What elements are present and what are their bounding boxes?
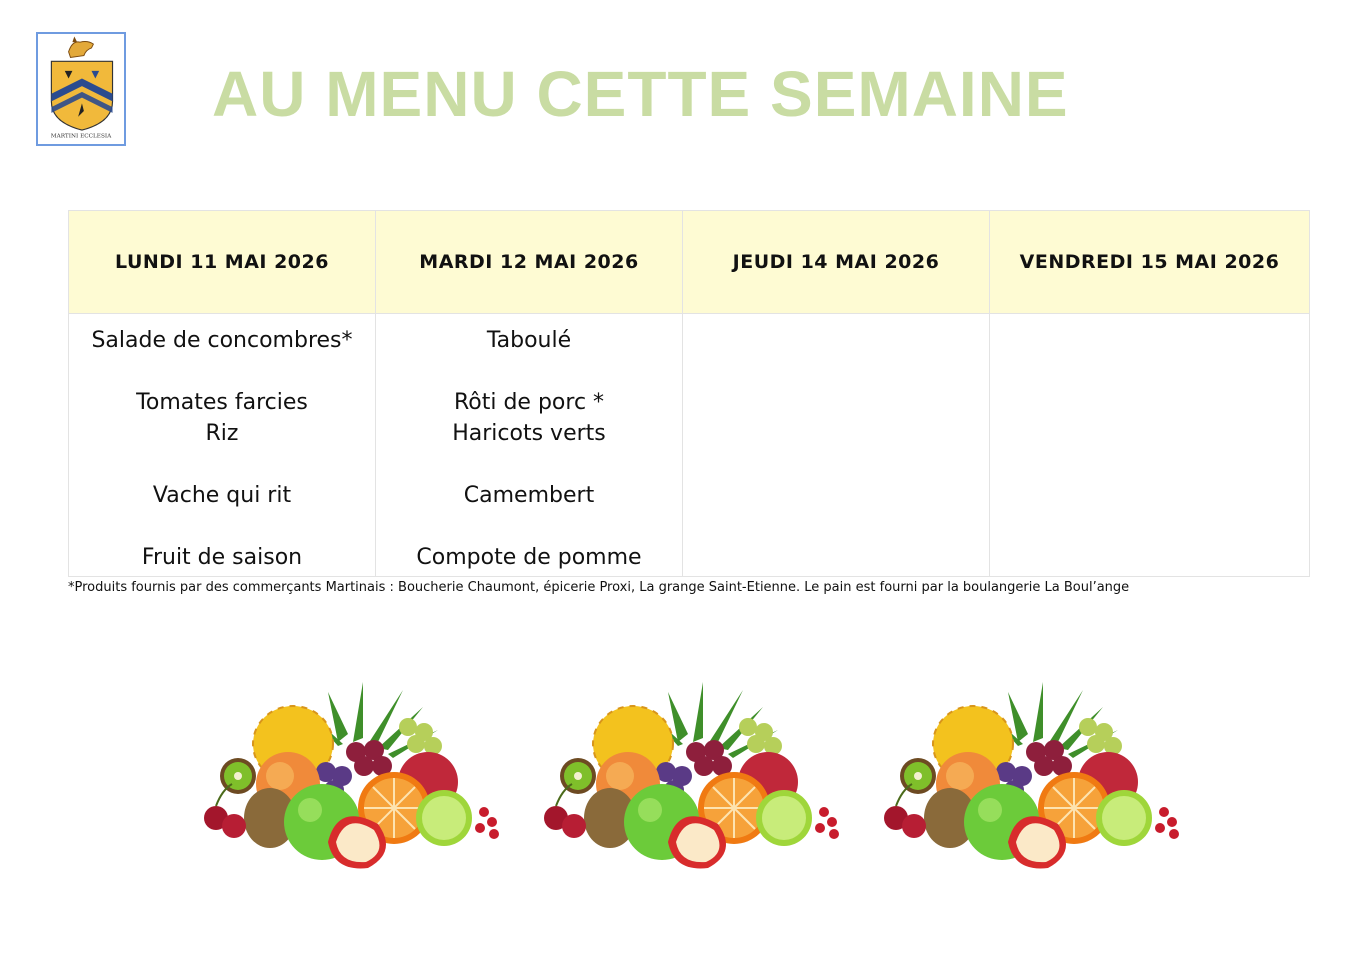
day-cell-monday xyxy=(69,314,376,577)
menu-spacer xyxy=(70,356,374,387)
day-menu-thursday xyxy=(684,315,988,325)
menu-header-row xyxy=(69,211,1310,314)
day-cell-thursday xyxy=(683,314,990,577)
day-cell-friday xyxy=(990,314,1310,577)
day-menu-monday xyxy=(70,315,374,573)
fruit-basket-icon xyxy=(868,672,1198,872)
menu-item: Rôti de porc * xyxy=(453,390,605,415)
day-header-friday: VENDREDI 15 MAI 2026 xyxy=(990,211,1310,314)
fruit-illustration-1 xyxy=(188,672,518,872)
day-menu-tuesday xyxy=(377,315,681,573)
menu-item: Compote de pomme xyxy=(416,545,642,570)
menu-spacer xyxy=(70,449,374,480)
menu-item: Fruit de saison xyxy=(141,545,303,570)
crest-icon xyxy=(38,34,124,144)
day-header-tuesday: MARDI 12 MAI 2026 xyxy=(376,211,683,314)
menu-item: Haricots verts xyxy=(452,421,606,446)
menu-item: Tomates farcies xyxy=(136,390,308,415)
day-cell-tuesday xyxy=(376,314,683,577)
fruit-illustration-2 xyxy=(528,672,858,872)
menu-content-row xyxy=(69,314,1310,577)
menu-item: Vache qui rit xyxy=(152,483,292,508)
fruit-basket-icon xyxy=(528,672,858,872)
page-title: AU MENU CETTE SEMAINE xyxy=(212,58,1069,130)
suppliers-footnote: *Produits fournis par des commerçants Martinais : Boucherie Chaumont, épicerie Proxi, La grange Saint-Etienne. Le pain est fourni par la boulangerie La Boul’ange xyxy=(68,580,1130,595)
fruit-basket-icon xyxy=(188,672,518,872)
crest-logo xyxy=(36,32,126,146)
day-header-thursday: JEUDI 14 MAI 2026 xyxy=(683,211,990,314)
day-menu-friday xyxy=(991,315,1308,325)
weekly-menu-table xyxy=(68,210,1310,577)
menu-item: Camembert xyxy=(463,483,595,508)
menu-spacer xyxy=(377,449,681,480)
fruit-illustration-3 xyxy=(868,672,1198,872)
day-header-monday: LUNDI 11 MAI 2026 xyxy=(69,211,376,314)
menu-spacer xyxy=(70,511,374,542)
menu-item: Taboulé xyxy=(486,328,572,353)
menu-item: Riz xyxy=(205,421,239,446)
menu-item: Salade de concombres* xyxy=(91,328,353,353)
menu-spacer xyxy=(377,356,681,387)
logo-motto: MARTINI ECCLESIA xyxy=(50,133,112,140)
menu-spacer xyxy=(377,511,681,542)
